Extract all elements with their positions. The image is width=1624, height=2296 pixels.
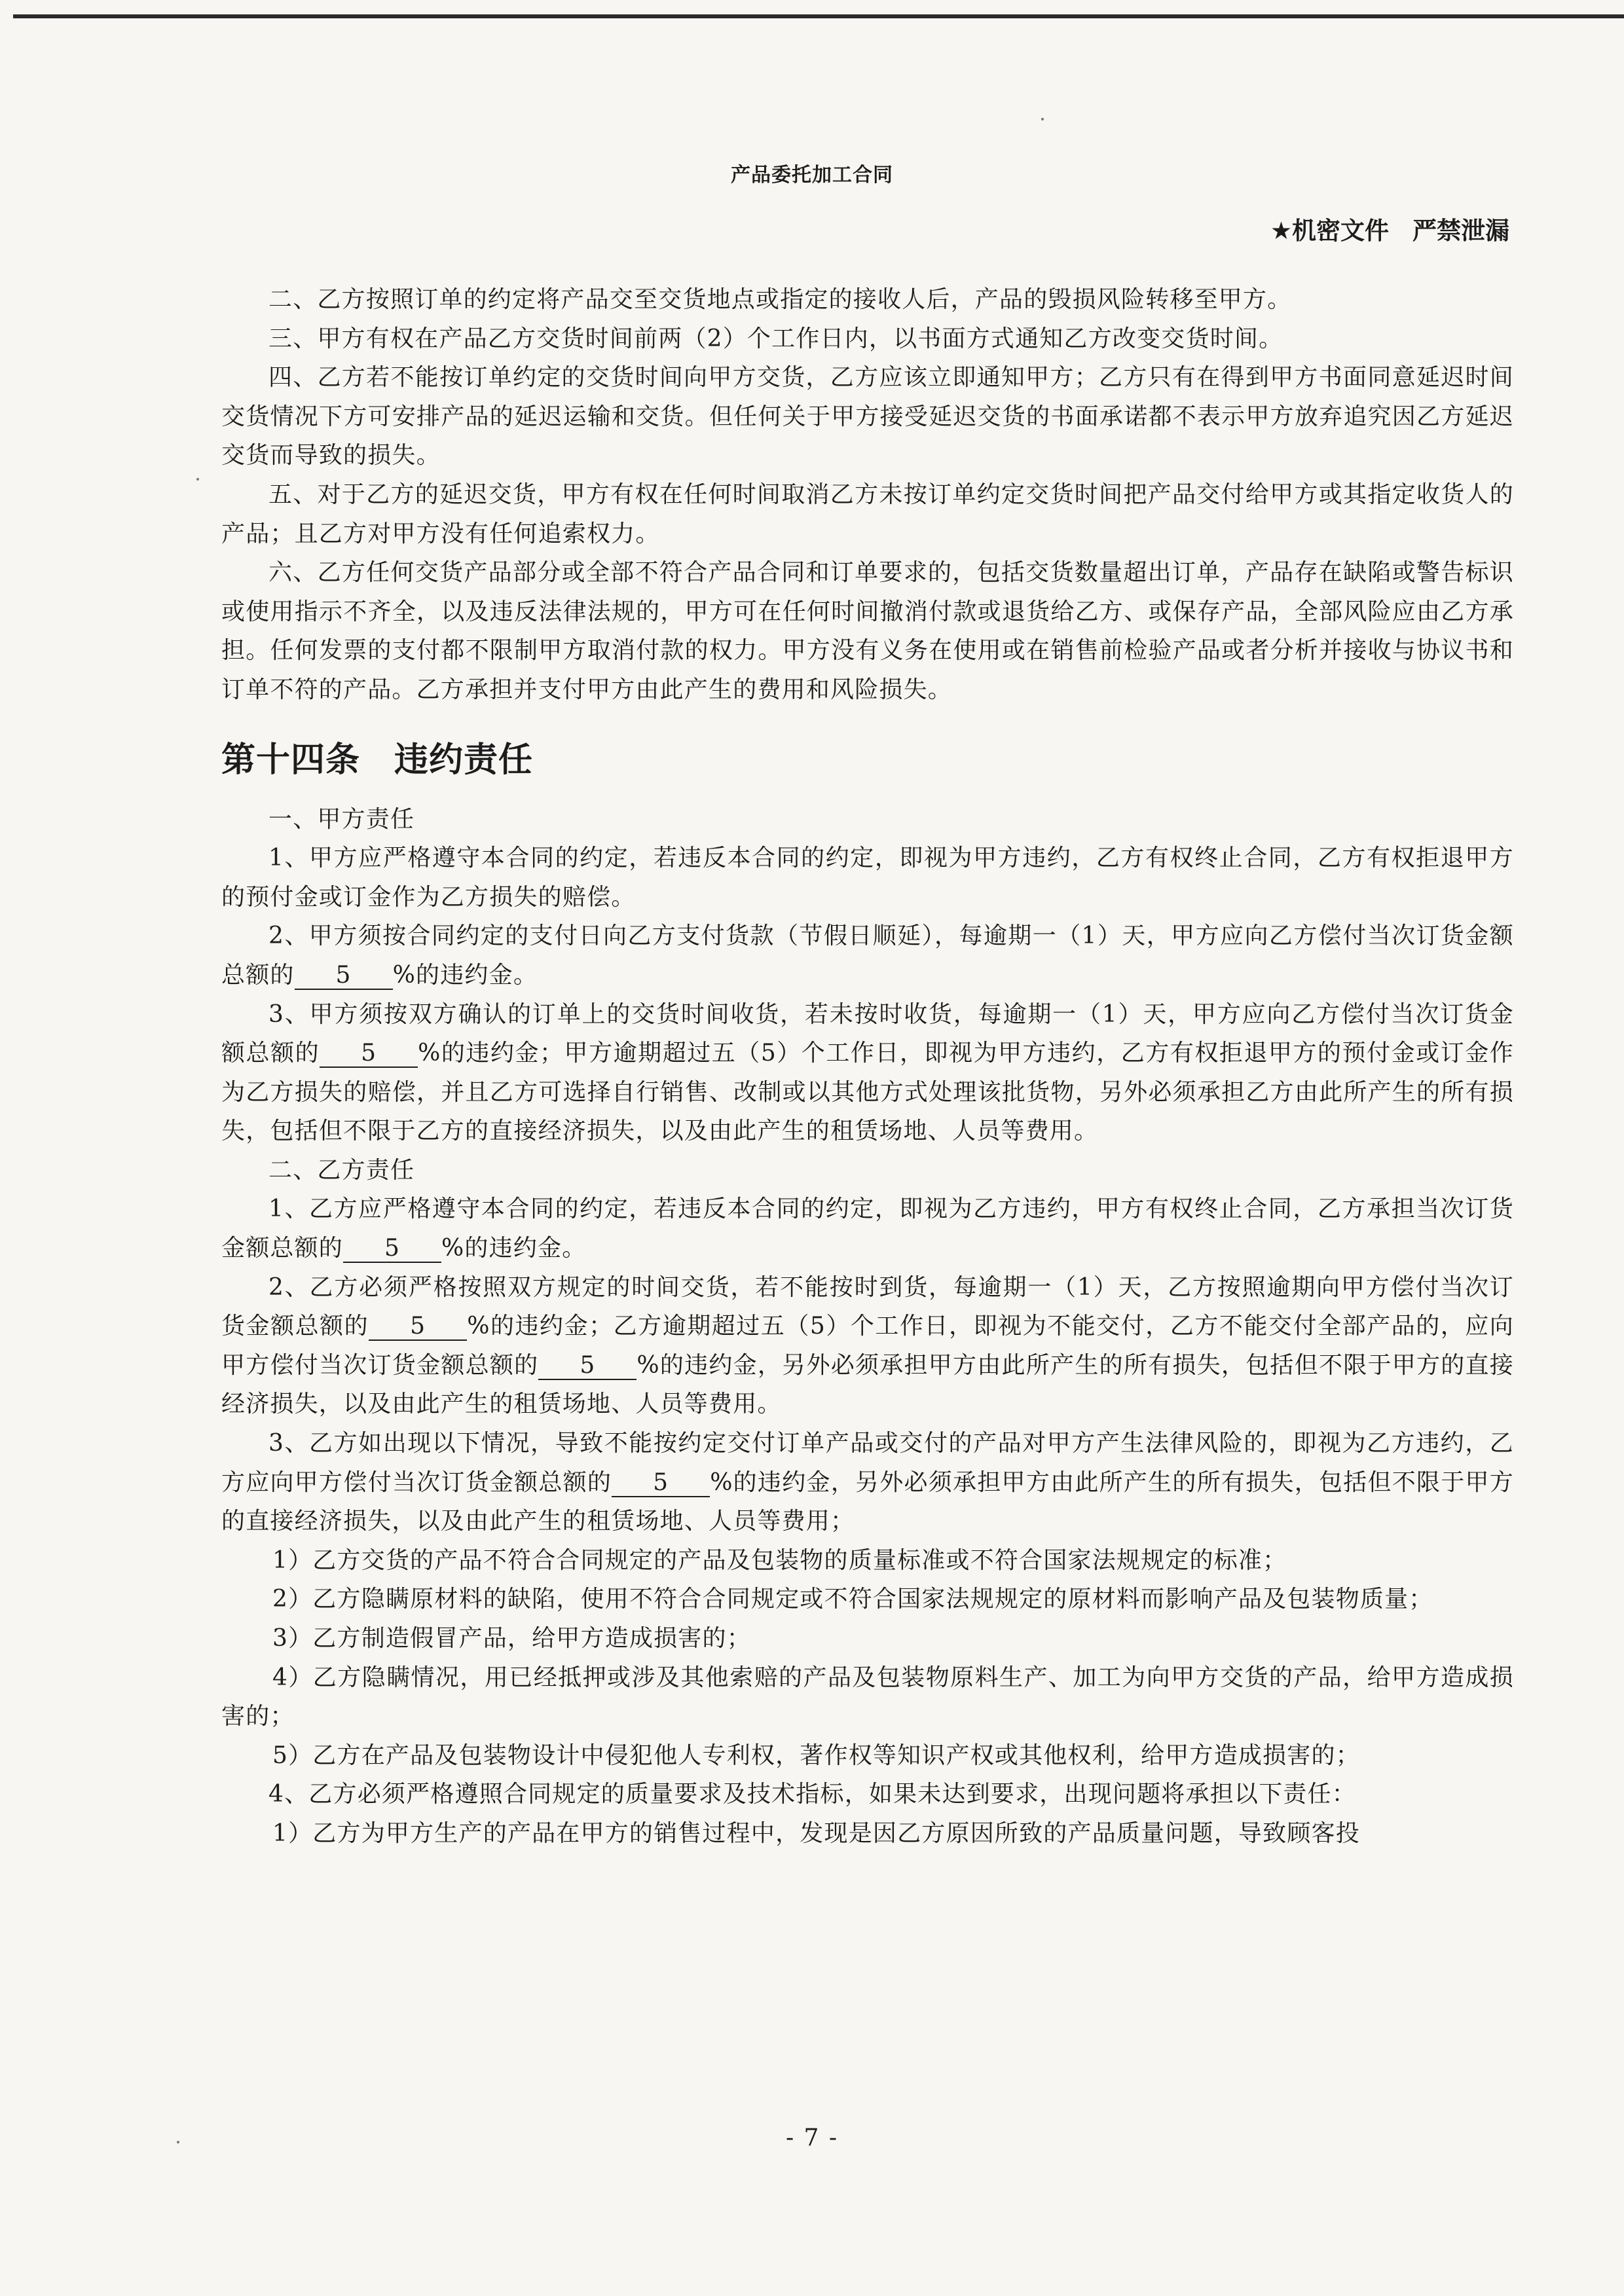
party-b-item: 4、乙方必须严格遵照合同规定的质量要求及技术指标，如果未达到要求，出现问题将承担以下责任： <box>268 1781 1356 1808</box>
confidential-note: 严禁泄漏 <box>1412 217 1509 245</box>
party-b-item: 3、乙方如出现以下情况，导致不能按约定交付订单产品或交付的产品对甲方产生法律风险的，即视为乙方违约，乙方应向甲方偿付当次订货金额总额的 5 %的违约金，另外必须承担甲方由此所产生的所有损失，包括但不限于甲方的直接经济损失，以及由此产生的租赁场地、人员等费用； <box>221 1430 1515 1535</box>
confidential-mark: ★机密文件 <box>1270 217 1389 245</box>
sub-item: 3）乙方制造假冒产品，给甲方造成损害的； <box>272 1625 751 1652</box>
clause-paragraph: 二、乙方按照订单的约定将产品交至交货地点或指定的接收人后，产品的毁损风险转移至甲方。 <box>268 286 1292 313</box>
penalty-rate-blank: 5 <box>612 1470 710 1497</box>
party-a-item: 1、甲方应严格遵守本合同的约定，若违反本合同的约定，即视为甲方违约，乙方有权终止合同，乙方有权拒退甲方的预付金或订金作为乙方损失的赔偿。 <box>221 845 1514 911</box>
article-heading <box>221 740 1514 780</box>
penalty-rate-blank: 5 <box>369 1313 467 1341</box>
sub-item: 2）乙方隐瞒原材料的缺陷，使用不符合合同规定或不符合国家法规规定的原材料而影响产品及包装物质量； <box>272 1586 1433 1613</box>
article-title: 违约责任 <box>394 740 534 780</box>
article-number: 第十四条 <box>221 740 361 780</box>
sub-item: 5）乙方在产品及包装物设计中侵犯他人专利权，著作权等知识产权或其他权利，给甲方造成损害的； <box>272 1741 1360 1769</box>
sub-item: 1）乙方为甲方生产的产品在甲方的销售过程中，发现是因乙方原因所致的产品质量问题，导致顾客投 <box>272 1819 1360 1847</box>
penalty-rate-blank: 5 <box>320 1040 418 1068</box>
scan-speck <box>177 2141 179 2143</box>
page-number: - 7 - <box>785 2124 839 2151</box>
party-b-item: 1、乙方应严格遵守本合同的约定，若违反本合同的约定，即视为乙方违约，甲方有权终止合同，乙方承担当次订货金额总额的 5 %的违约金。 <box>221 1195 1514 1262</box>
document-title: 产品委托加工合同 <box>731 164 893 187</box>
party-a-item: 3、甲方须按双方确认的订单上的交货时间收货，若未按时收货，每逾期一（1）天，甲方应向乙方偿付当次订货金额总额的 5 %的违约金；甲方逾期超过五（5）个工作日，即视为甲方违约，乙方有权拒退甲方的预付金或订金作为乙方损失的赔偿，并且乙方可选择自行销售、改制或以其他方式处理该批货物，另外必须承担乙方由此所产生的所有损失，包括但不限于乙方的直接经济损失，以及由此产生的租赁场地、人员等费用。 <box>221 1000 1514 1145</box>
party-b-heading: 二、乙方责任 <box>268 1156 415 1184</box>
clause-paragraph: 五、对于乙方的延迟交货，甲方有权在任何时间取消乙方未按订单约定交货时间把产品交付给甲方或其指定收货人的产品；且乙方对甲方没有任何追索权力。 <box>221 481 1514 547</box>
penalty-rate-blank: 5 <box>343 1235 441 1263</box>
clause-paragraph: 六、乙方任何交货产品部分或全部不符合产品合同和订单要求的，包括交货数量超出订单，产品存在缺陷或警告标识或使用指示不齐全，以及违反法律法规的，甲方可在任何时间撤消付款或退货给乙方、或保存产品，全部风险应由乙方承担。任何发票的支付都不限制甲方取消付款的权力。甲方没有义务在使用或在销售前检验产品或者分析并接收与协议书和订单不符的产品。乙方承担并支付甲方由此产生的费用和风险损失。 <box>221 559 1514 703</box>
confidential-label <box>1270 211 1509 246</box>
scan-speck <box>1041 118 1044 120</box>
party-b-item: 2、乙方必须严格按照双方规定的时间交货，若不能按时到货，每逾期一（1）天，乙方按照逾期向甲方偿付当次订货金额总额的 5 %的违约金；乙方逾期超过五（5）个工作日，即视为不能交付，乙方不能交付全部产品的，应向甲方偿付当次订货金额总额的 5 %的违约金，另外必须承担甲方由此所产生的所有损失，包括但不限于甲方的直接经济损失，以及由此产生的租赁场地、人员等费用。 <box>221 1273 1514 1418</box>
party-a-item: 2、甲方须按合同约定的支付日向乙方支付货款（节假日顺延），每逾期一（1）天，甲方应向乙方偿付当次订货金额总额的 5 %的违约金。 <box>221 922 1514 989</box>
document-body <box>221 280 1514 1853</box>
party-a-heading: 一、甲方责任 <box>268 805 415 833</box>
top-scan-border <box>13 14 1624 18</box>
clause-paragraph: 四、乙方若不能按订单约定的交货时间向甲方交货，乙方应该立即通知甲方；乙方只有在得到甲方书面同意延迟时间交货情况下方可安排产品的延迟运输和交货。但任何关于甲方接受延迟交货的书面承诺都不表示甲方放弃追究因乙方延迟交货而导致的损失。 <box>221 364 1514 469</box>
sub-item: 1）乙方交货的产品不符合合同规定的产品及包装物的质量标准或不符合国家法规规定的标准； <box>272 1546 1287 1574</box>
clause-paragraph: 三、甲方有权在产品乙方交货时间前两（2）个工作日内，以书面方式通知乙方改变交货时间。 <box>268 325 1283 352</box>
scan-speck <box>196 478 199 481</box>
penalty-rate-blank: 5 <box>538 1353 637 1380</box>
penalty-rate-blank: 5 <box>295 962 393 990</box>
sub-item: 4）乙方隐瞒情况，用已经抵押或涉及其他索赔的产品及包装物原料生产、加工为向甲方交货的产品，给甲方造成损害的； <box>221 1664 1514 1730</box>
